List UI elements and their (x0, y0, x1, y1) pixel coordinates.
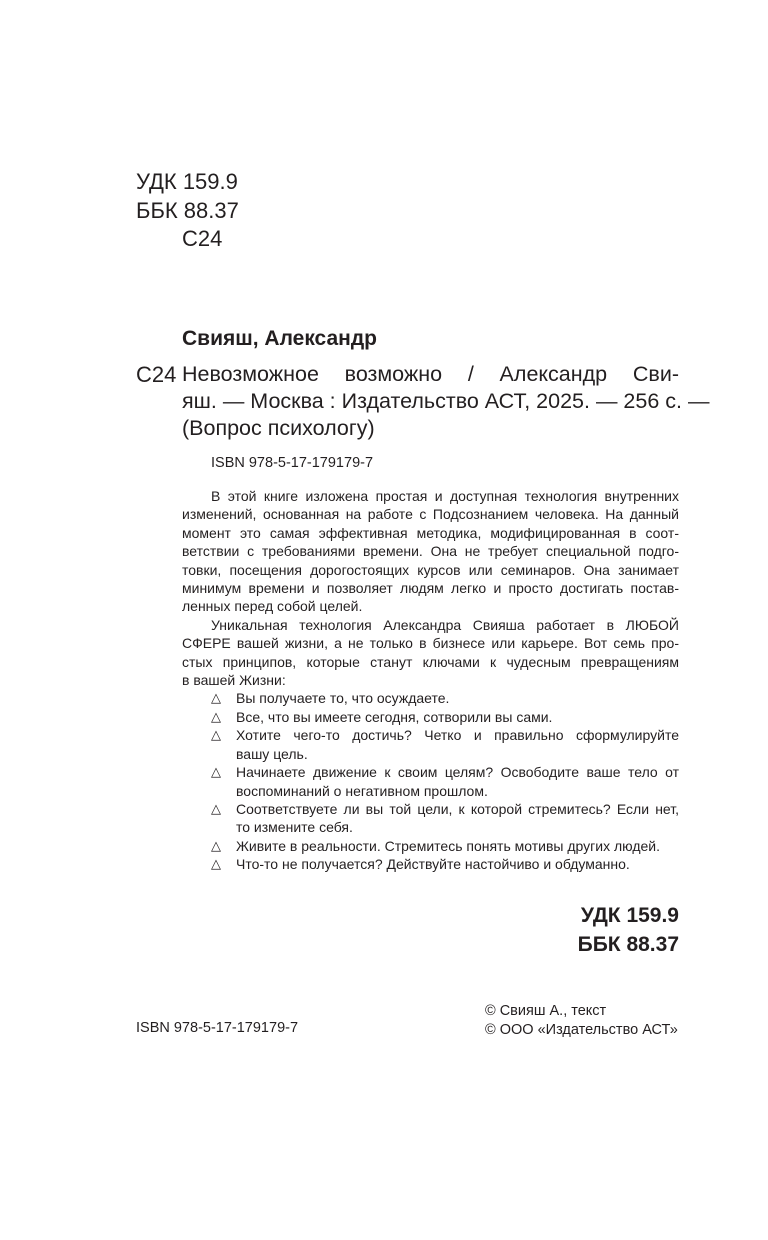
annotation-paragraph (182, 487, 679, 616)
list-item (182, 689, 679, 707)
annotation-line: Уникальная технология Александра Свияша работает в ЛЮБОЙ (211, 616, 679, 633)
annotation-paragraph (182, 616, 679, 690)
annotation-line: В этой книге изложена простая и доступная технология внутренних (211, 488, 679, 504)
annotation-line: СФЕРЕ вашей жизни, а не только в бизнесе или карьере. Вот семь про- (182, 635, 679, 652)
annotation-line: товки, посещения дорогостоящих курсов или семинаров. Она занимает (182, 561, 679, 578)
annotation-line: момент это самая эффективная методика, модифицированная в соот- (182, 524, 679, 541)
classification-codes-top (136, 168, 239, 254)
classification-codes-bottom (578, 902, 679, 959)
triangle-bullet-icon: △ (211, 856, 221, 872)
principle-line: Хотите чего-то достичь? Четко и правильно сформулируйте (236, 727, 679, 744)
copyright-publisher: © ООО «Издательство АСТ» (485, 1021, 678, 1038)
principle-line: Начинаете движение к своим целям? Освободите ваше тело от (236, 764, 679, 781)
principle-line: Соответствуете ли вы той цели, к которой стремитесь? Если нет, (236, 800, 679, 817)
list-item (182, 708, 679, 726)
list-item (182, 763, 679, 800)
list-item (182, 800, 679, 837)
principle-line: вашу цель. (236, 745, 308, 762)
principle-line: то измените себя. (236, 819, 353, 836)
triangle-bullet-icon: △ (211, 800, 221, 816)
principles-list (182, 689, 679, 873)
copyright-block (485, 1002, 678, 1039)
annotation-line: изменений, основанная на работе с Подсознанием человека. На данный (182, 506, 679, 523)
triangle-bullet-icon: △ (211, 708, 221, 724)
copyright-author: © Свияш А., текст (485, 1003, 607, 1019)
triangle-bullet-icon: △ (211, 837, 221, 853)
principle-line: Все, что вы имеете сегодня, сотворили вы сами. (236, 708, 553, 725)
isbn-bottom: ISBN 978-5-17-179179-7 (136, 1020, 299, 1036)
bbk-code: ББК 88.37 (577, 932, 679, 956)
author-heading: Свияш, Александр (182, 327, 378, 350)
udk-code: УДК 159.9 (580, 904, 679, 927)
record-author-mark: С24 (136, 362, 177, 387)
triangle-bullet-icon: △ (211, 764, 221, 780)
title-block (182, 361, 710, 442)
annotation (182, 487, 679, 874)
triangle-bullet-icon: △ (211, 690, 221, 706)
author-mark: С24 (182, 226, 223, 251)
list-item (182, 855, 679, 873)
annotation-line: стых принципов, которые станут ключами к чудесным превращениям (182, 653, 679, 670)
principle-line: Вы получаете то, что осуждаете. (236, 690, 450, 707)
isbn-line: ISBN 978-5-17-179179-7 (211, 455, 374, 471)
title-line: яш. — Москва : Издательство АСТ, 2025. — 256 с. — (182, 389, 710, 413)
annotation-line: ветствии с требованиями времени. Она не требует специальной подго- (182, 543, 679, 560)
annotation-line: ленных перед собой целей. (182, 598, 363, 615)
list-item (182, 726, 679, 763)
annotation-line: в вашей Жизни: (182, 672, 286, 689)
udk-code: УДК 159.9 (136, 169, 238, 194)
principle-line: Живите в реальности. Стремитесь понять мотивы других людей. (236, 837, 661, 854)
title-line: (Вопрос психологу) (182, 416, 375, 440)
annotation-line: минимум времени и позволяет людям легко и просто достигать постав- (182, 580, 679, 597)
principle-line: Что-то не получается? Действуйте настойчиво и обдуманно. (236, 856, 630, 873)
title-line: Невозможное возможно / Александр Сви- (182, 362, 679, 386)
bbk-code: ББК 88.37 (136, 197, 239, 223)
triangle-bullet-icon: △ (211, 727, 221, 743)
principle-line: воспоминаний о негативном прошлом. (236, 782, 488, 799)
list-item (182, 837, 679, 855)
